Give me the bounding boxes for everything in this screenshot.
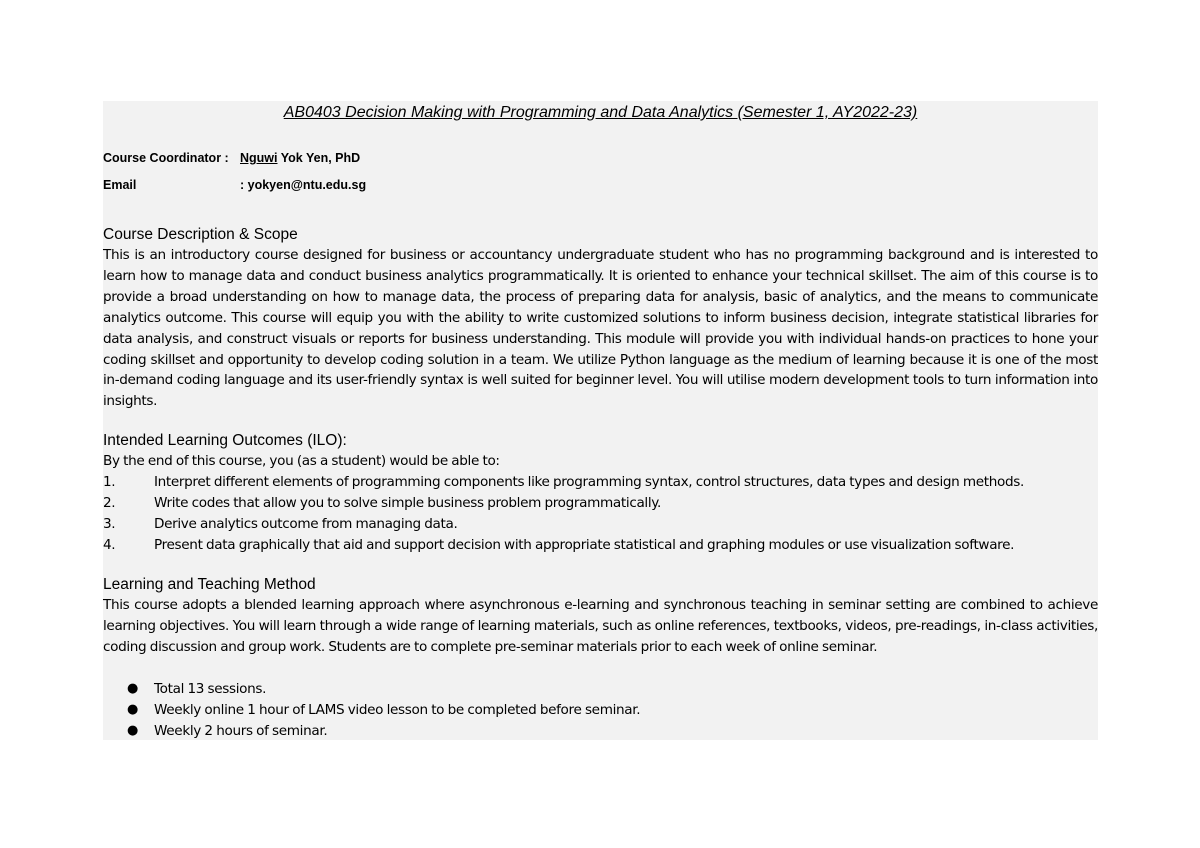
list-item: 4. Present data graphically that aid and support decision with appropriate statistical and graphing modules or use visualization software.	[103, 536, 1015, 553]
description-body: This is an introductory course designed for business or accountancy undergraduate student who has no programming background and is interested to learn how to manage data and conduct business analytics programmatically. It is oriented to enhance your technical skillset. The aim of this course is to provide a broad understanding on how to manage data, the process of preparing data for analysis, basic of analytics, and the means to communicate analytics outcome. This course will equip you with the ability to write customized solutions to inform business decision, integrate statistical libraries for data analysis, and construct visuals or reports for business understanding. This module will provide you with individual hands-on practices to hone your coding skillset and opportunity to develop coding solution in a team. We utilize Python language as the medium of learning because it is one of the most in-demand coding language and its user-friendly syntax is well suited for beginner level. You will utilise modern development tools to turn information into insights.	[103, 247, 1098, 410]
method-heading: Learning and Teaching Method	[103, 576, 316, 593]
course-title: AB0403 Decision Making with Programming and Data Analytics (Semester 1, AY2022-23)	[283, 104, 918, 121]
list-item: 3. Derive analytics outcome from managing data.	[103, 515, 458, 532]
email-label: Email	[103, 178, 137, 192]
list-item: ● Total 13 sessions.	[103, 679, 640, 700]
list-item: ● Weekly online 1 hour of LAMS video lesson to be completed before seminar.	[103, 700, 640, 721]
coordinator-line	[103, 151, 360, 165]
ilo-list	[103, 472, 1024, 556]
method-body: This course adopts a blended learning approach where asynchronous e-learning and synchronous teaching in seminar setting are combined to achieve learning objectives. You will learn through a wide range of learning materials, such as online references, textbooks, videos, pre-readings, in-class activities, coding discussion and group work. Students are to complete pre-seminar materials prior to each week of online seminar.	[103, 597, 1098, 655]
document-page	[103, 101, 1098, 740]
ilo-heading: Intended Learning Outcomes (ILO):	[103, 432, 347, 449]
coordinator-surname: Nguwi	[240, 151, 278, 165]
list-item: ● Weekly 2 hours of seminar.	[103, 721, 640, 742]
email-line	[103, 178, 366, 192]
bullet-icon: ●	[127, 681, 138, 696]
list-item: 1. Interpret different elements of programming components like programming syntax, control structures, data types and design methods.	[103, 474, 1025, 490]
bullet-icon: ●	[127, 701, 138, 717]
email-value: : yokyen@ntu.edu.sg	[240, 178, 367, 192]
description-heading: Course Description & Scope	[103, 226, 298, 243]
bullet-icon: ●	[127, 722, 138, 738]
ilo-intro: By the end of this course, you (as a student) would be able to:	[103, 453, 500, 469]
list-item: 2. Write codes that allow you to solve simple business problem programmatically.	[103, 494, 662, 511]
coordinator-name-rest: Yok Yen, PhD	[277, 151, 361, 165]
coordinator-label: Course Coordinator :	[103, 151, 229, 165]
method-bullets	[103, 679, 640, 742]
